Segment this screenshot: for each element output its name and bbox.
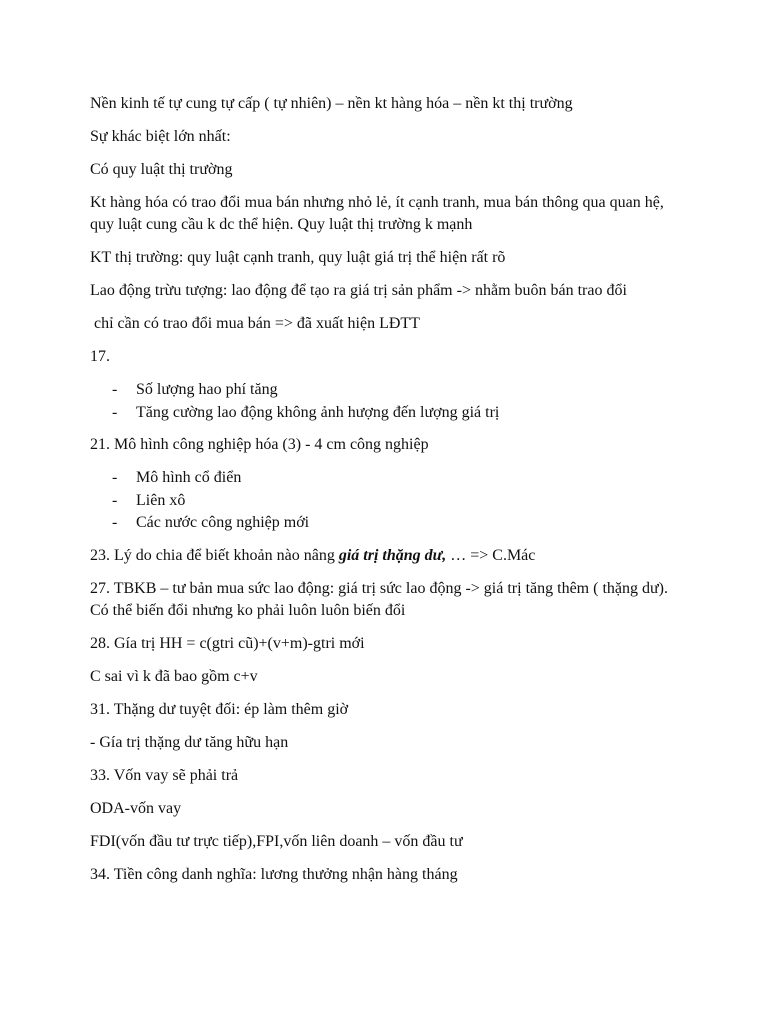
list-item: [90, 467, 668, 490]
bullet-dash: -: [112, 514, 118, 531]
list-item-text: Mô hình cổ điển: [136, 469, 242, 486]
bullet-dash: -: [112, 491, 118, 509]
list-item: [90, 402, 668, 425]
paragraph: 27. TBKB – tư bản mua sức lao động: giá trị sức lao động -> giá trị tăng thêm ( thặng dư). Có thể biến đổi nhưng ko phải luôn luôn biến đổi: [90, 579, 668, 619]
bullet-dash: -: [112, 403, 118, 421]
paragraph: 31. Thặng dư tuyệt đối: ép làm thêm giờ: [90, 700, 349, 718]
paragraph-text: 23. Lý do chia để biết khoản nào nâng: [90, 546, 339, 564]
list-item: [90, 379, 668, 402]
paragraph: KT thị trường: quy luật cạnh tranh, quy luật giá trị thể hiện rất rõ: [90, 249, 506, 266]
paragraph: chỉ cần có trao đổi mua bán => đã xuất hiện LĐTT: [90, 315, 420, 332]
paragraph: Nền kinh tế tự cung tự cấp ( tự nhiên) – nền kt hàng hóa – nền kt thị trường: [90, 95, 573, 112]
bullet-dash: -: [112, 469, 118, 486]
list-item-text: Các nước công nghiệp mới: [136, 514, 310, 531]
paragraph: 21. Mô hình công nghiệp hóa (3) - 4 cm công nghiệp: [90, 436, 429, 453]
paragraph: Lao động trừu tượng: lao động để tạo ra giá trị sản phẩm -> nhằm buôn bán trao đổi: [90, 282, 627, 299]
paragraph: [90, 545, 668, 567]
bullet-dash: -: [112, 381, 118, 398]
list-item-text: Tăng cường lao động không ảnh hượng đến lượng giá trị: [136, 403, 500, 421]
emphasis-text: giá trị thặng dư,: [338, 546, 447, 564]
paragraph: 28. Gía trị HH = c(gtri cũ)+(v+m)-gtri mới: [90, 634, 365, 652]
paragraph: Có quy luật thị trường: [90, 161, 233, 178]
bullet-list-21: [90, 467, 668, 535]
paragraph: 33. Vốn vay sẽ phải trả: [90, 766, 239, 784]
paragraph: FDI(vốn đầu tư trực tiếp),FPI,vốn liên doanh – vốn đầu tư: [90, 832, 463, 850]
bullet-list-17: [90, 379, 668, 424]
paragraph: 34. Tiền công danh nghĩa: lương thưởng nhận hàng tháng: [90, 865, 458, 883]
list-item-text: Số lượng hao phí tăng: [136, 381, 278, 398]
paragraph: Kt hàng hóa có trao đổi mua bán nhưng nhỏ lẻ, ít cạnh tranh, mua bán thông qua quan hệ, quy luật cung cầu k dc thể hiện. Quy luật thị trường k mạnh: [90, 194, 664, 233]
list-item: [90, 512, 668, 535]
paragraph: - Gía trị thặng dư tăng hữu hạn: [90, 733, 289, 751]
list-item: [90, 490, 668, 513]
paragraph: ODA-vốn vay: [90, 799, 182, 817]
paragraph-text: … => C.Mác: [446, 546, 536, 564]
list-item-text: Liên xô: [136, 491, 186, 509]
paragraph: Sự khác biệt lớn nhất:: [90, 128, 231, 145]
paragraph: C sai vì k đã bao gồm c+v: [90, 667, 258, 685]
section-number: 17.: [90, 348, 110, 365]
